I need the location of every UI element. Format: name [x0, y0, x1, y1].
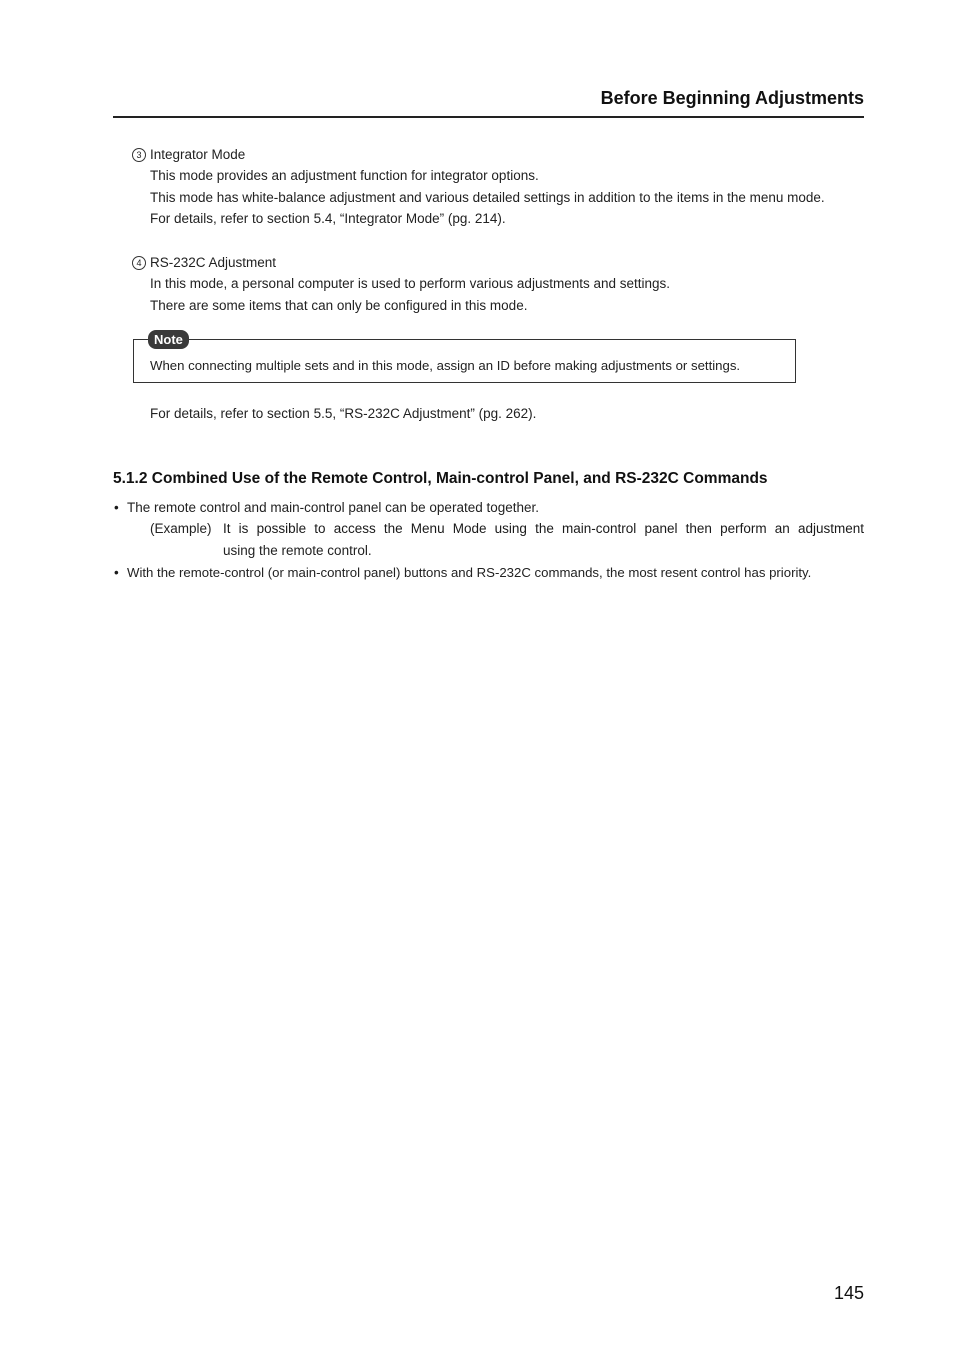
- item-rs232c-title: RS-232C Adjustment: [150, 255, 277, 270]
- bullet-marker-2: •: [114, 565, 119, 580]
- item-integrator-title-line: [132, 146, 245, 164]
- item-rs232c-line-1: In this mode, a personal computer is used to perform various adjustments and settings.: [150, 276, 671, 291]
- example-text-line-1: It is possible to access the Menu Mode using the main-control panel then perform an adjustment: [223, 521, 864, 536]
- item-integrator-line-3: For details, refer to section 5.4, “Integrator Mode” (pg. 214).: [150, 211, 506, 226]
- bullet-text-2: With the remote-control (or main-control panel) buttons and RS-232C commands, the most resent control has priority.: [127, 565, 812, 580]
- bullet-marker-1: •: [114, 500, 119, 515]
- section-heading: 5.1.2 Combined Use of the Remote Control, Main-control Panel, and RS-232C Commands: [113, 470, 768, 487]
- example-text-line-2: using the remote control.: [223, 543, 372, 558]
- header-rule: [113, 116, 864, 118]
- circled-number-4: 4: [132, 256, 146, 270]
- page-header-title: Before Beginning Adjustments: [600, 88, 864, 108]
- item-integrator-line-1: This mode provides an adjustment function for integrator options.: [150, 168, 539, 183]
- bullet-text-1: The remote control and main-control panel can be operated together.: [127, 500, 540, 515]
- item-integrator-title: Integrator Mode: [150, 147, 246, 162]
- note-text: When connecting multiple sets and in this mode, assign an ID before making adjustments or settings.: [150, 358, 741, 373]
- note-label: Note: [148, 330, 189, 349]
- item-rs232c-title-line: [132, 254, 276, 272]
- item-integrator-line-2: This mode has white-balance adjustment and various detailed settings in addition to the items in the menu mode.: [150, 190, 825, 205]
- item-rs232c-line-2: There are some items that can only be configured in this mode.: [150, 298, 528, 313]
- after-note-reference: For details, refer to section 5.5, “RS-232C Adjustment” (pg. 262).: [150, 406, 537, 421]
- page-number: 145: [833, 1283, 864, 1303]
- circled-number-3: 3: [132, 148, 146, 162]
- example-label: (Example): [150, 521, 212, 536]
